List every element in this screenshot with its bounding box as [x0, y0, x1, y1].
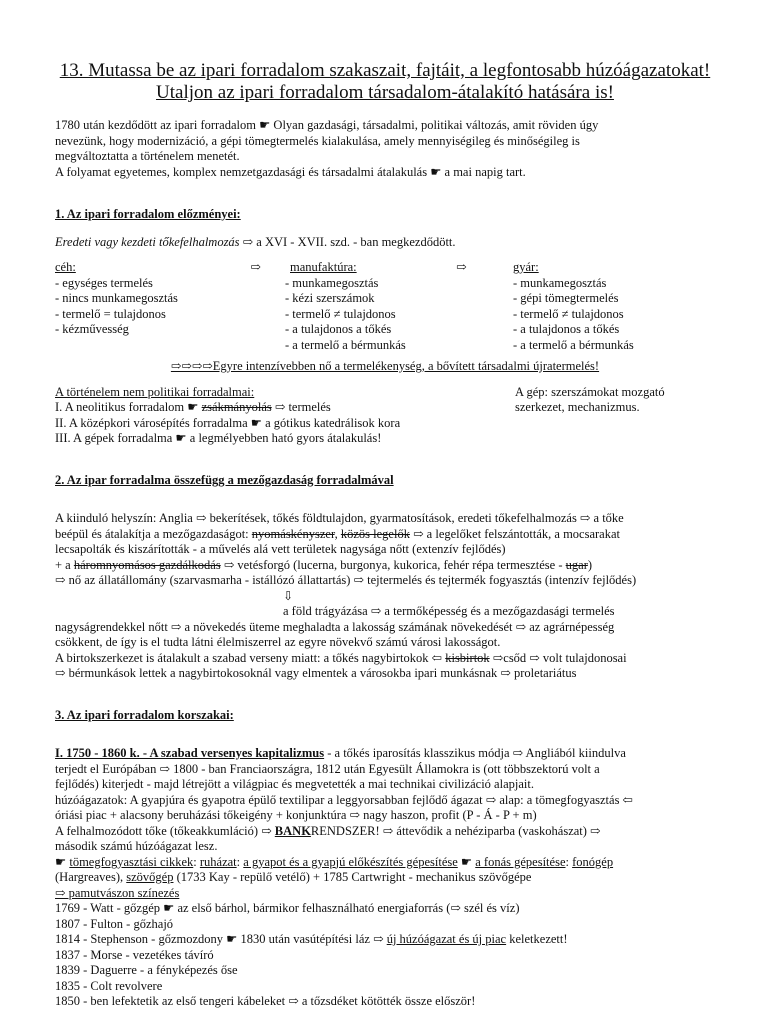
machine-definition: A gép: szerszámokat mozgató szerkezet, mechanizmus.: [515, 384, 665, 414]
revolutions-heading: A történelem nem politikai forradalmai:: [55, 384, 255, 399]
intro-line: A folyamat egyetemes, komplex nemzetgazdasági és társadalmi átalakulás ☛ a mai napig tart.: [55, 164, 526, 179]
column-ceh: céh: ⇨ - egységes termelés - nincs munkamegosztás - termelő = tulajdonos - kézművesség: [55, 260, 285, 353]
revolutions-block: [55, 385, 715, 447]
production-forms-table: [55, 260, 715, 353]
down-arrow: ⇩: [283, 588, 294, 603]
productivity-line: ⇨⇨⇨⇨Egyre intenzívebben nő a termelékenység, a bővített társadalmi újratermelés!: [170, 359, 600, 373]
revolution-item: II. A középkori városépítés forradalma ☛ a gótikus katedrálisok kora: [55, 415, 401, 430]
text-line: 1769 - Watt - gőzgép ☛ az első bárhol, bármikor felhasználható energiaforrás (⇨ szél és víz): [55, 901, 520, 915]
column-item: - munkamegosztás: [513, 275, 607, 290]
section-3-heading: 3. Az ipari forradalom korszakai:: [55, 708, 234, 722]
text-line: A birtokszerkezet is átalakult a szabad verseny miatt: a tőkés nagybirtokok ⇦ kisbirtok ⇨csőd ⇨ volt tulajdonosai: [55, 650, 627, 665]
text-line: beépül és átalakítja a mezőgazdaságot: nyomáskényszer, közös legelők ⇨ a legelőket felszántották, a mocsarakat: [55, 526, 620, 541]
text-line: második számú húzóágazat lesz.: [55, 839, 218, 853]
column-item: - a termelő a bérmunkás: [285, 337, 406, 352]
text-line: ⇨ nő az állatállomány (szarvasmarha - istállózó állattartás) ⇨ tejtermelés és tejtermék fogyasztás (intenzív fejlődés): [55, 573, 637, 587]
column-item: - termelő = tulajdonos: [55, 306, 166, 321]
text-line: 1837 - Morse - vezetékes távíró: [55, 947, 214, 962]
column-head: manufaktúra:: [290, 260, 357, 274]
document-page: [55, 60, 715, 1010]
revolution-item: I. A neolitikus forradalom ☛ zsákmányolás ⇨ termelés: [55, 400, 331, 414]
column-manufaktura: manufaktúra: ⇨ - munkamegosztás - kézi szerszámok - termelő ≠ tulajdonos - a tulajdonos a tőkés - a termelő a bérmunkás: [285, 260, 513, 353]
text-line: óriási piac + alacsony beruházási tőkeigény + konjunktúra ⇨ nagy haszon, profit (P - Á - P + m): [55, 808, 537, 822]
accumulation-line: Eredeti vagy kezdeti tőkefelhalmozás ⇨ a XVI - XVII. szd. - ban megkezdődött.: [55, 234, 456, 249]
section-2-heading: 2. Az ipar forradalma összefügg a mezőgazdaság forradalmával: [55, 473, 394, 487]
text-line: 1835 - Colt revolvere: [55, 978, 163, 993]
column-item: - a tulajdonos a tőkés: [285, 322, 392, 336]
column-item: - termelő ≠ tulajdonos: [285, 306, 396, 321]
text-line: lecsapolták és kiszárították - a művelés alá vett területek nagysága nőtt (extenzív fejlődés): [55, 542, 506, 556]
column-item: - munkamegosztás: [285, 275, 379, 290]
text-line: 1839 - Daguerre - a fényképezés őse: [55, 963, 238, 977]
column-item: - termelő ≠ tulajdonos: [513, 306, 624, 321]
intro-line: 1780 után kezdődött az ipari forradalom ☛ Olyan gazdasági, társadalmi, politikai változás, amit röviden úgy: [55, 118, 599, 132]
column-gyar: [513, 260, 713, 353]
column-item: - a tulajdonos a tőkés: [513, 322, 620, 336]
column-item: - gépi tömegtermelés: [513, 291, 619, 305]
column-item: - kézművesség: [55, 322, 129, 336]
column-head: céh:: [55, 260, 76, 274]
text-line: ☛ tömegfogyasztási cikkek: ruházat: a gyapot és a gyapjú előkészítés gépesítése ☛ a fonás gépesítése: fonógép: [55, 854, 614, 869]
text-line: A kiinduló helyszín: Anglia ⇨ bekerítések, tőkés földtulajdon, gyarmatosítások, eredeti tőkefelhalmozás ⇨ a tőke: [55, 511, 624, 525]
text-line: 1814 - Stephenson - gőzmozdony ☛ 1830 után vasútépítési láz ⇨ új húzóágazat és új piac keletkezett!: [55, 932, 568, 946]
column-item: - a termelő a bérmunkás: [513, 337, 634, 352]
text-line: (Hargreaves), szövőgép (1733 Kay - repülő vetélő) + 1785 Cartwright - mechanikus szövőgépe: [55, 870, 532, 884]
text-line: csökkent, de így is el tudta látni élelmiszerrel az egyre növekvő számú városi lakosságot.: [55, 635, 501, 649]
column-item: - egységes termelés: [55, 275, 153, 290]
revolution-item: III. A gépek forradalma ☛ a legmélyebben ható gyors átalakulás!: [55, 431, 382, 445]
text-line: fejlődés) kiterjedt - majd létrejött a világpiac és megvetették a mai technikai civilizáció alapjait.: [55, 777, 534, 791]
page-title: 13. Mutassa be az ipari forradalom szakaszait, fajtáit, a legfontosabb húzóágazatokat! Utaljon az ipari forradalom társadalom-átalakító hatására is!: [59, 60, 711, 103]
section-2: [55, 473, 715, 682]
column-head: gyár:: [513, 260, 539, 274]
text-line: ⇨ pamutvászon színezés: [55, 885, 180, 900]
text-line: húzóágazatok: A gyapjúra és gyapotra épülő textilipar a leggyorsabban fejlődő ágazat ⇨ alap: a tömegfogyasztás ⇦: [55, 792, 634, 807]
section-3: [55, 708, 715, 1010]
text-line: A felhalmozódott tőke (tőkeakkumláció) ⇨ BANKRENDSZER! ⇨ áttevődik a nehéziparba (vaskohászat) ⇨: [55, 823, 601, 838]
text-line: ⇨ bérmunkások lettek a nagybirtokosoknál vagy elmentek a városokba ipari munkásnak ⇨ proletariátus: [55, 666, 577, 680]
column-item: - kézi szerszámok: [285, 291, 375, 305]
text-line: + a háromnyomásos gazdálkodás ⇨ vetésforgó (lucerna, burgonya, kukorica, fehér répa termesztése - ugar): [55, 557, 593, 572]
intro-paragraph: [55, 118, 715, 180]
column-item: - nincs munkamegosztás: [55, 291, 178, 305]
text-line: 1850 - ben lefektetik az első tengeri kábeleket ⇨ a tőzsdéket kötötték össze először!: [55, 994, 476, 1008]
text-line: nagyságrendekkel nőtt ⇨ a növekedés üteme meghaladta a lakosság számának növekedését ⇨ az agrárnépesség: [55, 619, 615, 634]
section-1-heading: 1. Az ipari forradalom előzményei:: [55, 206, 241, 221]
intro-line: nevezünk, hogy modernizáció, a gépi tömegtermelés kialakulása, amely mennyiségileg és minőségileg is: [55, 133, 580, 148]
text-line: terjedt el Európában ⇨ 1800 - ban Franciaországra, 1812 után Egyesült Államokra is (ott többszektorú volt a: [55, 761, 600, 776]
intro-line: megváltoztatta a történelem menetét.: [55, 149, 240, 163]
text-line: a föld trágyázása ⇨ a termőképesség és a mezőgazdasági termelés: [283, 604, 615, 618]
text-line: I. 1750 - 1860 k. - A szabad versenyes kapitalizmus - a tőkés iparosítás klasszikus módja ⇨ Angliából kiindulva: [55, 746, 626, 760]
section-1: [55, 207, 715, 447]
text-line: 1807 - Fulton - gőzhajó: [55, 916, 174, 931]
